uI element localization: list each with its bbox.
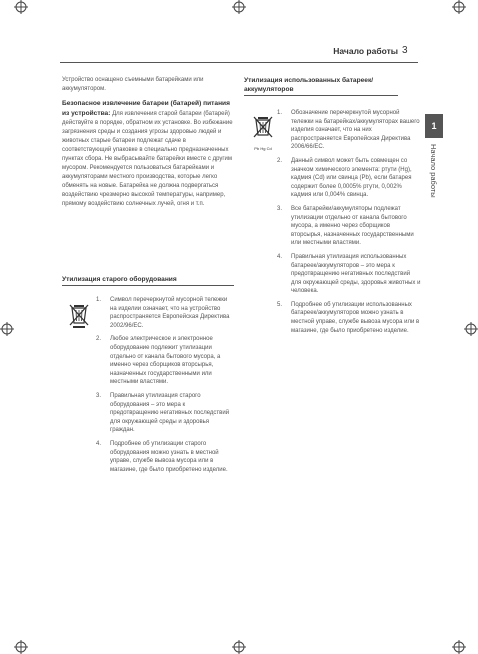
page-number: 3 xyxy=(402,45,408,56)
list-item: 2. Любое электрическое и электронное оборудование подлежит утилизации отдельно от канала бытового мусора, а именно через сборщиков вторсырья, назначенных государственными или местными властями. xyxy=(96,336,221,386)
list-item: 5. Подробнее об утилизации использованных батареек/аккумуляторов можно узнать в местной управе, службе вывоза мусора или в магазине, где было приобретено изделие. xyxy=(277,301,420,334)
crossed-bin-icon xyxy=(68,303,90,329)
list-item: 2. Данный символ может быть совмещен со значком химического элемента: ртути (Hg), кадмия (Cd) или свинца (Pb), если батарея содержит более 0,0005% ртути, 0,002% кадмия или 0,004% свинца. xyxy=(277,157,412,199)
chapter-tab-number: 1 xyxy=(425,114,443,138)
crop-mark-bottom-left-icon xyxy=(14,640,28,654)
header-divider xyxy=(60,62,418,63)
registration-mark-bottom-icon xyxy=(232,640,246,654)
battery-disposal-title: Утилизация использованных батареек/аккумуляторов xyxy=(244,76,398,96)
left-column xyxy=(62,76,234,209)
old-equipment-list xyxy=(96,296,234,474)
list-item: 4. Правильная утилизация использованных батареек/аккумуляторов – это мера к предотвращению негативных последствий для окружающей среды, здоровья животных и человека. xyxy=(277,253,421,295)
crop-mark-top-left-icon xyxy=(14,0,28,14)
list-item: 3. Правильная утилизация старого оборудования – это мера к предотвращению негативных последствий для окружающей среды и здоровья граждан. xyxy=(96,392,230,434)
old-equipment-section xyxy=(62,275,234,286)
battery-list-wrap xyxy=(277,109,421,340)
list-item: 1. Символ перечеркнутой мусорной тележки на изделии означает, что на устройство распространяется Европейская Директива 2002/96/ЕС. xyxy=(96,297,230,329)
battery-disposal-list xyxy=(277,109,421,335)
old-equipment-list-wrap xyxy=(96,296,234,479)
registration-mark-top-icon xyxy=(232,0,246,14)
safe-removal-paragraph xyxy=(62,99,234,209)
registration-mark-right-icon xyxy=(464,322,478,336)
battery-intro-text: Устройство оснащено съемными батарейками или аккумулятором. xyxy=(62,77,204,92)
crop-mark-bottom-right-icon xyxy=(452,640,466,654)
safe-removal-text: Для извлечения старой батареи (батарей) действуйте в порядке, обратном их установке. Во избежание загрязнения среды и создания угрозы здоровью людей и животных старые батареи подлежат сдаче в соответствующий упаковке в специально предназначенных пунктах сбора. Не выбрасывайте батарейки вместе с другим мусором. Рекомендуется пользоваться батарейками и аккумуляторами местного производства, которые легко обменять на новые. Батарейка не должна подвергаться воздействию чрезмерно высокой температуры, например, прямому воздействию солнечных лучей, огня и т.п. xyxy=(62,111,233,207)
crop-mark-top-right-icon xyxy=(452,0,466,14)
chapter-tab-label: Начало работы xyxy=(429,144,438,198)
list-item: 1. Обозначение перечеркнутой мусорной тележки на батарейках/аккумуляторах вашего изделия означает, что на них распространяется Европейская Директива 2006/66/EC. xyxy=(277,110,420,151)
registration-mark-left-icon xyxy=(0,322,14,336)
list-item: 4. Подробнее об утилизации старого оборудования можно узнать в местной управе, службе вывоза мусора или в магазине, где было приобретено изделие. xyxy=(96,440,228,473)
safe-removal-title: Безопасное извлечение батареи (батарей) питания из устройства: xyxy=(62,100,230,117)
old-equipment-title: Утилизация старого оборудования xyxy=(62,275,234,286)
battery-disposal-section xyxy=(244,76,420,96)
chemical-symbols: Pb Hg Cd xyxy=(254,146,272,151)
list-item: 3. Все батарейки/аккумуляторы подлежат утилизации отдельно от канала бытового мусора, а именно через сборщиков вторсырья, назначенных государственными или местными властями. xyxy=(277,205,414,247)
battery-crossed-bin-icon xyxy=(252,115,274,151)
page-section-title: Начало работы xyxy=(333,46,398,56)
